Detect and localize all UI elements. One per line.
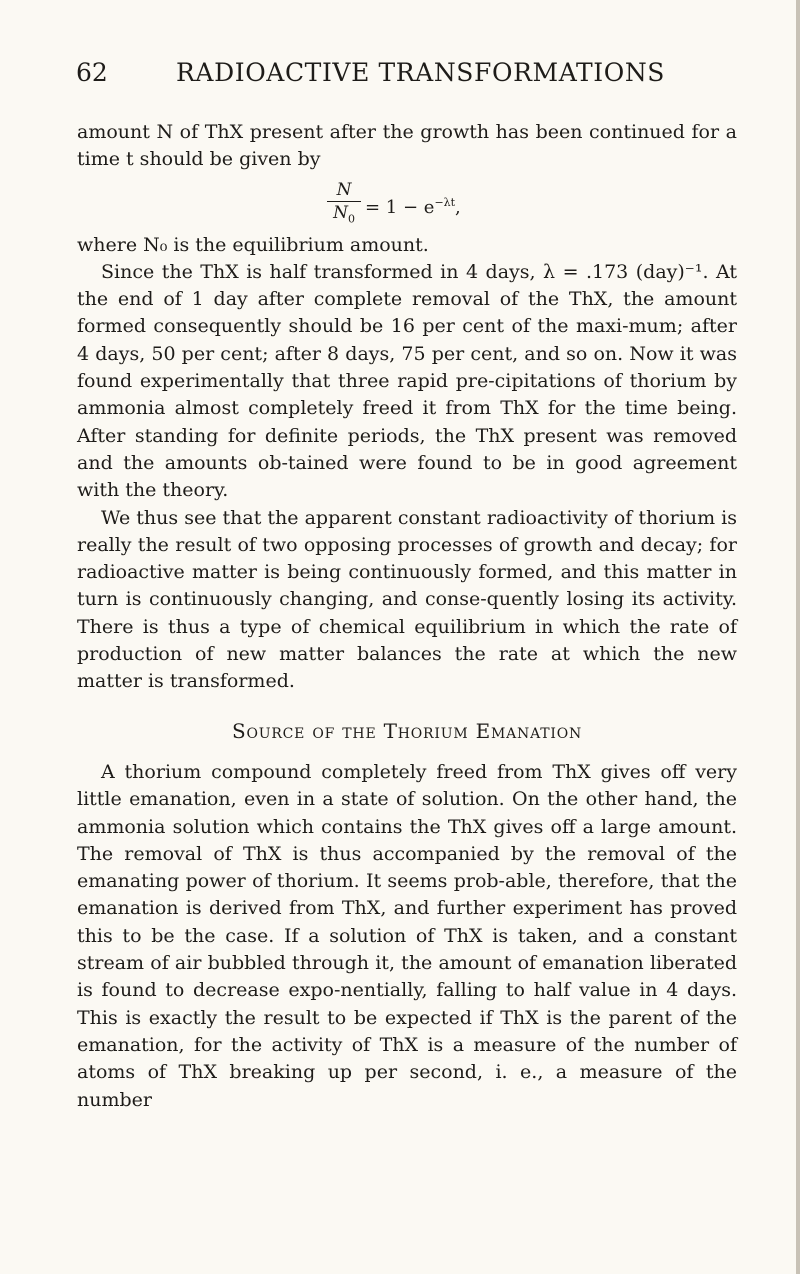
fraction-bar	[327, 201, 361, 202]
formula-trail: ,	[455, 196, 461, 218]
paragraph-3: Since the ThX is half transformed in 4 days, λ = .173 (day)⁻¹. At the end of 1 day after complete removal of the ThX, the amount formed consequently should be 16 per cent of the maxi-mum; after 4 days, 50 per cent; after 8 days, 75 per cent, and so on. Now it was found experimentally that three rapid pre-cipitations of thorium by ammonia almost completely freed it from ThX for the time being. After standing for definite periods, the ThX present was removed and the amounts ob-tained were found to be in good agreement with the theory.	[77, 260, 737, 502]
paragraph-5: A thorium compound completely freed from ThX gives off very little emanation, even in a state of solution. On the other hand, the ammonia solution which contains the ThX gives off a large amount. The removal of ThX is thus accompanied by the removal of the emanating power of thorium. It seems prob-able, therefore, that the emanation is derived from ThX, and further experiment has proved this to be the case. If a solution of ThX is taken, and a constant stream of air bubbled through it, the amount of emanation liberated is found to decrease expo-nentially, falling to half value in 4 days. This is exactly the result to be expected if ThX is the parent of the emanation, for the activity of ThX is a measure of the number of atoms of ThX breaking up per second, i. e., a measure of the number	[77, 760, 737, 1111]
formula-denominator	[327, 203, 361, 229]
paragraph-2: where N₀ is the equilibrium amount.	[77, 233, 429, 256]
formula-denominator-subscript: 0	[347, 211, 355, 225]
body-text	[77, 119, 737, 1114]
formula-numerator: N	[336, 179, 352, 200]
page-header	[76, 58, 736, 98]
running-title: RADIOACTIVE TRANSFORMATIONS	[176, 58, 666, 87]
paragraph-1: amount N of ThX present after the growth has been continued for a time t should be given by	[77, 121, 737, 171]
paragraph-4: We thus see that the apparent constant radioactivity of thorium is really the result of two opposing processes of growth and decay; for radioactive matter is being continuously formed, and this matter in turn is continuously changing, and conse-quently losing its activity. There is thus a type of chemical equilibrium in which the rate of production of new matter balances the rate at which the new matter is transformed.	[77, 506, 737, 693]
section-heading: Source of the Thorium Emanation	[231, 718, 583, 743]
formula-right-side	[365, 189, 461, 221]
formula-rest: = 1 − e	[365, 196, 435, 218]
page-number: 62	[76, 58, 108, 87]
formula-exponent: −λt	[434, 195, 456, 209]
formula-fraction	[327, 180, 361, 229]
formula-denominator-symbol: N	[333, 202, 348, 223]
decay-formula	[77, 174, 737, 232]
page-edge-shadow	[796, 0, 800, 1274]
